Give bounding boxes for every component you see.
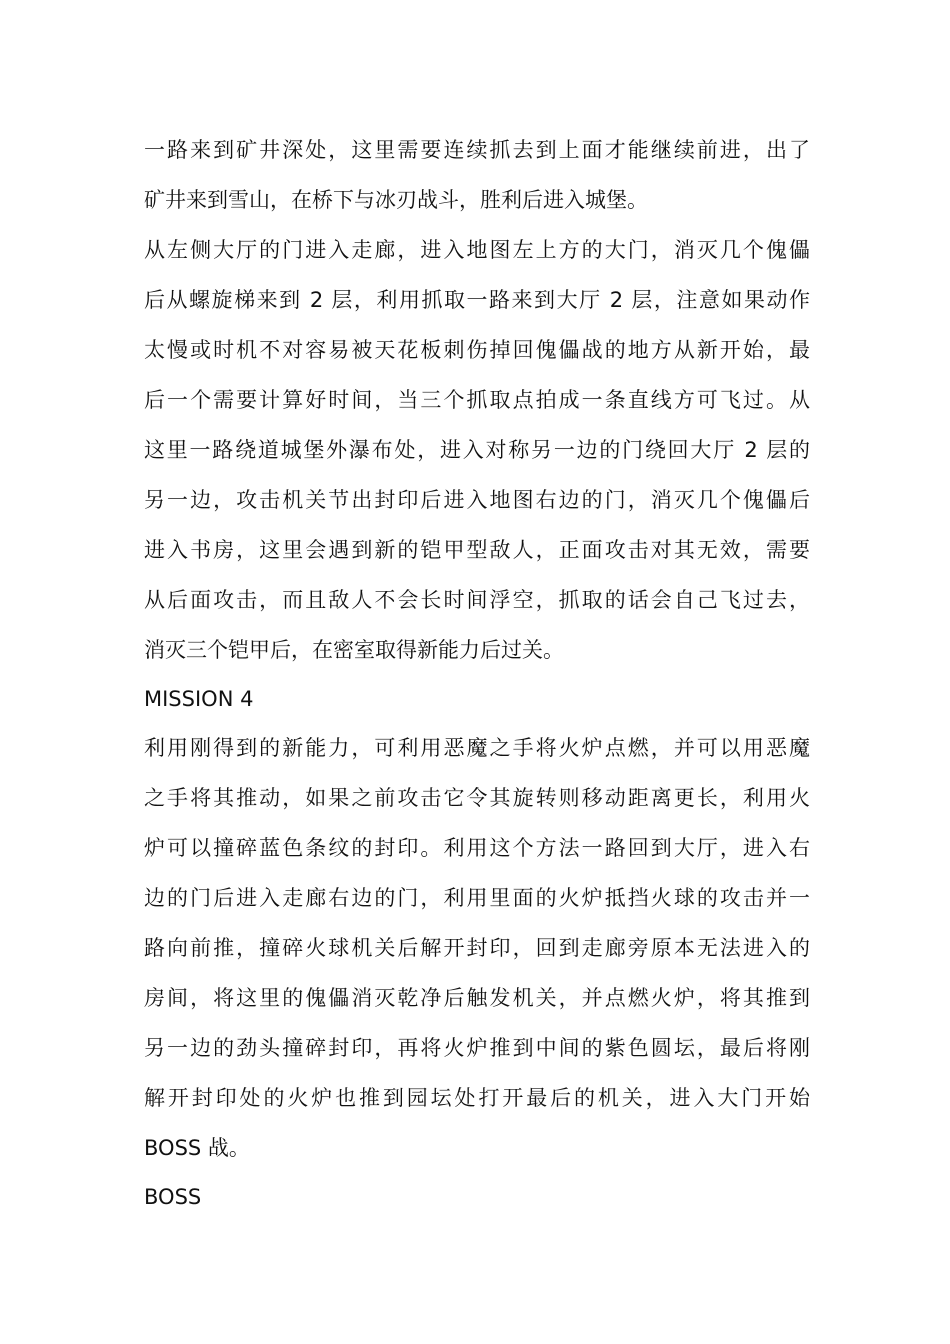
text-line: 从左侧大厅的门进入走廊，进入地图左上方的大门，消灭几个傀儡 [144,238,810,262]
text-line: 另一边的劲头撞碎封印，再将火炉推到中间的紫色圆坛，最后将刚 [144,1036,810,1060]
document-body [144,125,810,1221]
text-line: 矿井来到雪山，在桥下与冰刃战斗，胜利后进入城堡。 [144,188,648,212]
text-line: 后从螺旋梯来到 2 层，利用抓取一路来到大厅 2 层，注意如果动作 [144,288,810,312]
paragraph-castle-hall [144,225,810,675]
text-line: 一路来到矿井深处，这里需要连续抓去到上面才能继续前进，出了 [144,138,810,162]
section-heading-mission-4: MISSION 4 [144,687,254,711]
text-line: 之手将其推动，如果之前攻击它令其旋转则移动距离更长，利用火 [144,786,810,810]
text-line: 解开封印处的火炉也推到园坛处打开最后的机关，进入大门开始 [144,1086,810,1110]
paragraph-mission-4-walkthrough [144,723,810,1173]
text-line: 太慢或时机不对容易被天花板刺伤掉回傀儡战的地方从新开始，最 [144,338,810,362]
text-line: 利用刚得到的新能力，可利用恶魔之手将火炉点燃，并可以用恶魔 [144,736,810,760]
text-line: 边的门后进入走廊右边的门，利用里面的火炉抵挡火球的攻击并一 [144,886,810,910]
text-line: 消灭三个铠甲后，在密室取得新能力后过关。 [144,638,564,662]
text-line: 炉可以撞碎蓝色条纹的封印。利用这个方法一路回到大厅，进入右 [144,836,810,860]
text-line: 路向前推，撞碎火球机关后解开封印，回到走廊旁原本无法进入的 [144,936,810,960]
section-heading-boss: BOSS [144,1185,202,1209]
text-line: 后一个需要计算好时间，当三个抓取点拍成一条直线方可飞过。从 [144,388,810,412]
text-line: 另一边，攻击机关节出封印后进入地图右边的门，消灭几个傀儡后 [144,488,810,512]
text-line: 从后面攻击，而且敌人不会长时间浮空，抓取的话会自己飞过去， [144,588,810,612]
text-line: BOSS 战。 [144,1136,250,1160]
text-line: 这里一路绕道城堡外瀑布处，进入对称另一边的门绕回大厅 2 层的 [144,438,810,462]
paragraph-mine-and-snow-mountain [144,125,810,225]
text-line: 进入书房，这里会遇到新的铠甲型敌人，正面攻击对其无效，需要 [144,538,810,562]
text-line: 房间，将这里的傀儡消灭乾净后触发机关，并点燃火炉，将其推到 [144,986,810,1010]
